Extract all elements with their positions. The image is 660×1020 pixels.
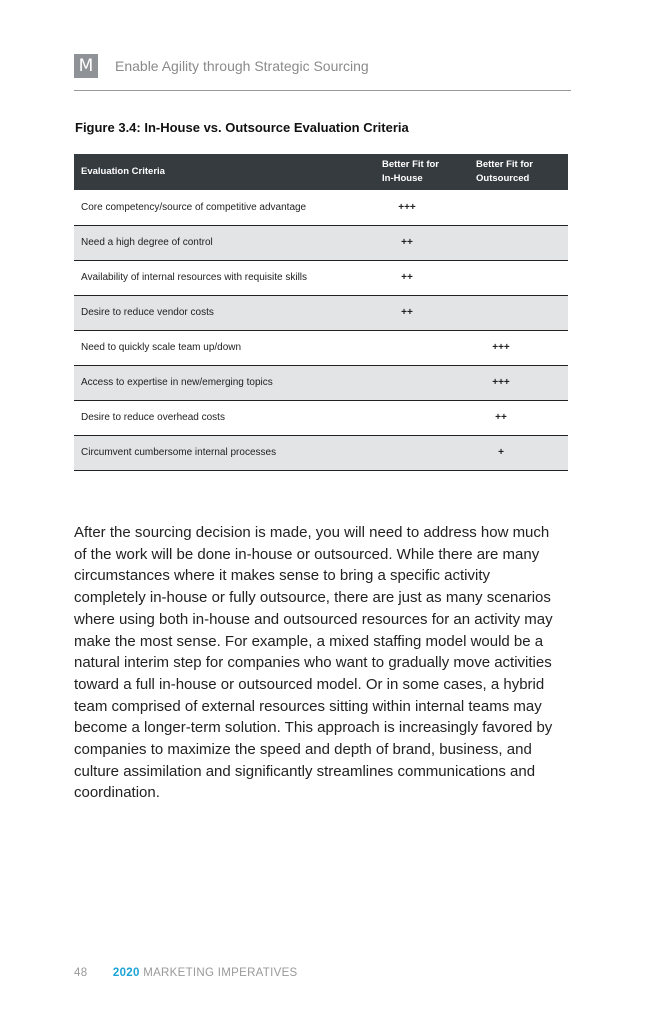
column-header-inhouse-line2: In-House bbox=[382, 173, 423, 184]
inhouse-rating bbox=[380, 435, 474, 470]
criteria-cell: Access to expertise in new/emerging topics bbox=[81, 377, 273, 388]
criteria-cell: Circumvent cumbersome internal processes bbox=[81, 447, 277, 458]
inhouse-rating: ++ bbox=[401, 237, 413, 248]
page-footer bbox=[74, 967, 298, 979]
table-row bbox=[74, 225, 568, 260]
column-header-outsourced-line1: Better Fit for bbox=[476, 159, 533, 170]
outsourced-rating: +++ bbox=[492, 377, 510, 388]
outsourced-rating bbox=[474, 190, 568, 225]
inhouse-rating bbox=[380, 400, 474, 435]
outsourced-rating: +++ bbox=[492, 342, 510, 353]
inhouse-rating: +++ bbox=[398, 201, 416, 213]
criteria-cell: Desire to reduce overhead costs bbox=[81, 412, 225, 423]
body-paragraph: After the sourcing decision is made, you will need to address how much of the work will be done in-house or outsourced. While there are many circumstances where it makes sense to bring a specific activity completely in-house or fully outsource, there are just as many scenarios where using both in-house and outsourced resources for an activity may make the most sense. For example, a mixed staffing model would be a natural interim step for companies who want to gradually move activities toward a full in-house or outsourced model. Or in some cases, a hybrid team comprised of external resources sitting within internal teams may become a longer-term solution. This approach is increasingly favored by companies to maximize the speed and depth of brand, business, and culture assimilation and significantly streamlines communications and coordination. bbox=[74, 524, 553, 802]
inhouse-rating bbox=[380, 330, 474, 365]
criteria-cell: Core competency/source of competitive advantage bbox=[81, 201, 307, 213]
evaluation-criteria-table bbox=[74, 154, 568, 471]
criteria-cell: Availability of internal resources with requisite skills bbox=[81, 272, 308, 283]
inhouse-rating bbox=[380, 365, 474, 400]
table-row bbox=[74, 435, 568, 470]
inhouse-rating: ++ bbox=[401, 272, 413, 283]
outsourced-rating bbox=[474, 260, 568, 295]
table-row bbox=[74, 330, 568, 365]
running-header-title: Enable Agility through Strategic Sourcing bbox=[115, 58, 369, 74]
table-row bbox=[74, 260, 568, 295]
inhouse-rating: ++ bbox=[401, 307, 413, 318]
table-row bbox=[74, 365, 568, 400]
brand-logo-icon: M bbox=[74, 54, 98, 78]
publication-year: 2020 bbox=[112, 967, 140, 979]
criteria-cell: Need a high degree of control bbox=[81, 237, 213, 248]
outsourced-rating bbox=[474, 295, 568, 330]
page-header bbox=[74, 54, 571, 91]
outsourced-rating: + bbox=[498, 447, 504, 458]
outsourced-rating: ++ bbox=[495, 412, 507, 423]
publication-title: MARKETING IMPERATIVES bbox=[143, 967, 298, 979]
column-header-criteria: Evaluation Criteria bbox=[81, 166, 165, 177]
column-header-outsourced bbox=[474, 154, 568, 190]
criteria-cell: Desire to reduce vendor costs bbox=[81, 307, 214, 318]
figure-title: Figure 3.4: In-House vs. Outsource Evaluation Criteria bbox=[75, 120, 409, 135]
table-row bbox=[74, 400, 568, 435]
column-header-inhouse bbox=[380, 154, 474, 190]
page-number: 48 bbox=[74, 967, 88, 979]
column-header-inhouse-line1: Better Fit for bbox=[382, 159, 439, 170]
table-row bbox=[74, 190, 568, 225]
criteria-cell: Need to quickly scale team up/down bbox=[81, 342, 242, 353]
table-header-row bbox=[74, 154, 568, 190]
outsourced-rating bbox=[474, 225, 568, 260]
column-header-outsourced-line2: Outsourced bbox=[476, 173, 530, 184]
table-row bbox=[74, 295, 568, 330]
